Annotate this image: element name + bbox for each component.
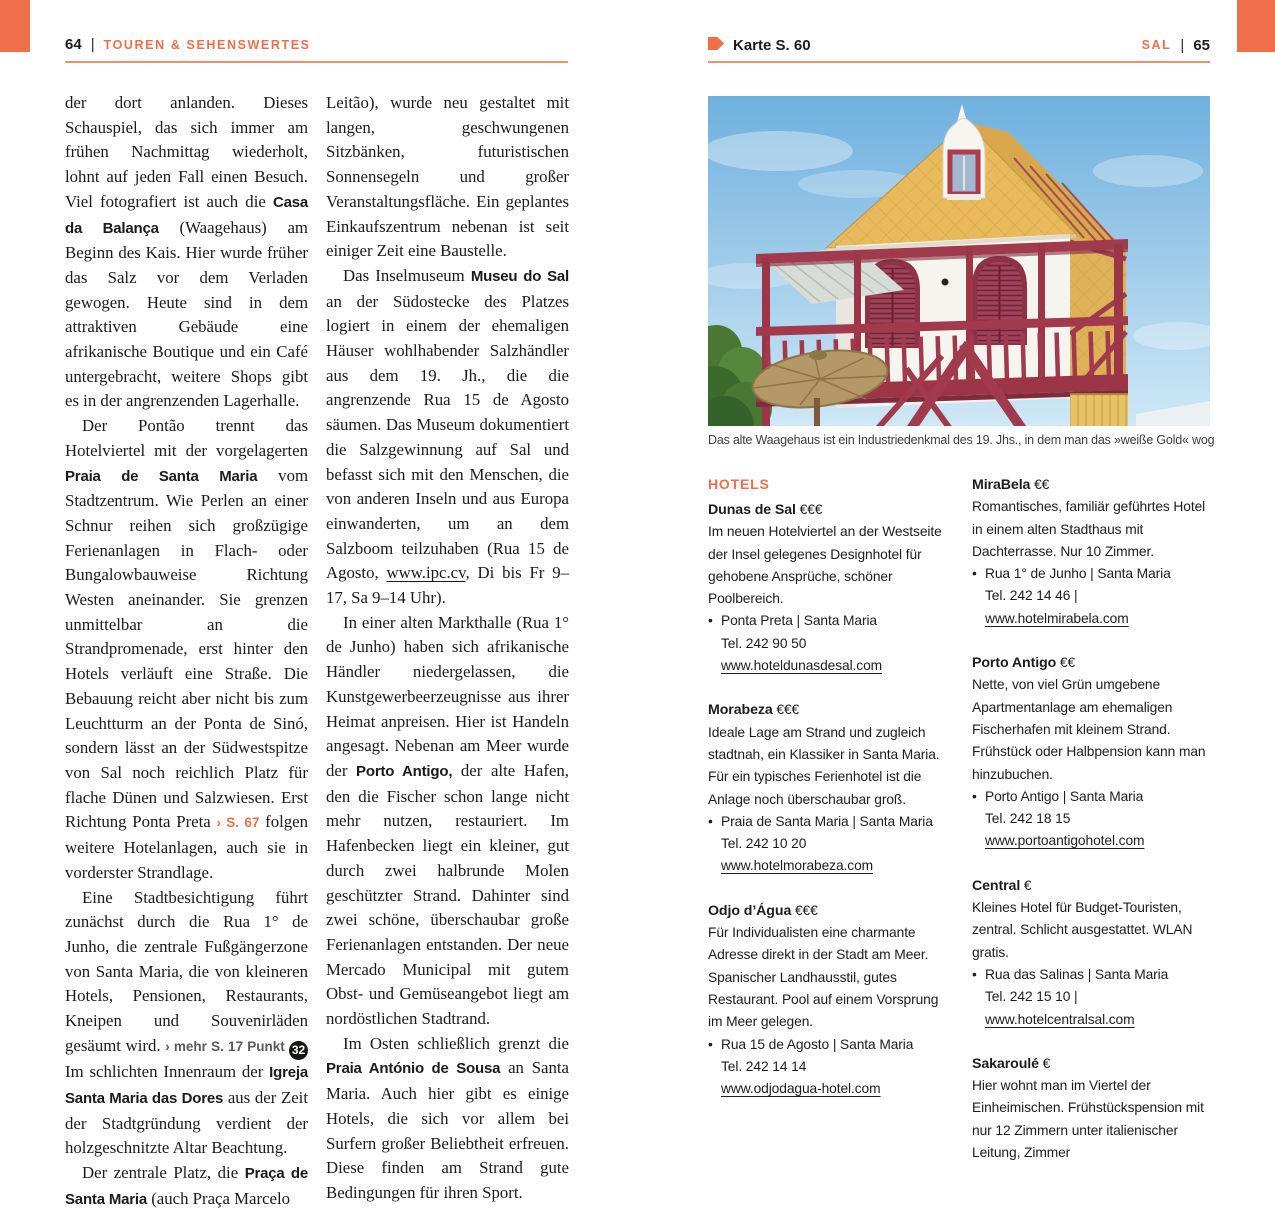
highlight-term: Praia de Santa Maria	[65, 467, 258, 485]
highlight-term: Igreja Santa Maria das Dores	[65, 1064, 308, 1107]
highlight-term: Casa da Balança	[65, 193, 308, 237]
map-point-badge: 32	[289, 1041, 308, 1060]
highlight-term: Porto Antigo,	[356, 762, 453, 780]
hotel-phone	[972, 986, 1212, 1031]
url-link[interactable]: www.portoantigohotel.com	[985, 833, 1145, 849]
text-run: Rua 15 de Agosto | Santa Maria	[721, 1036, 914, 1052]
text-run: Tel. 242 15 10 |	[985, 989, 1078, 1005]
text-run: Tel. 242 90 50	[721, 635, 807, 651]
hotel-price: €€	[1030, 477, 1050, 492]
hotel-price: €€	[1056, 655, 1076, 671]
highlight-term: Praia António de Sousa	[326, 1060, 501, 1078]
highlight-term: Praça de Santa Maria	[65, 1165, 308, 1208]
hotel-address	[708, 1034, 948, 1056]
hotel-desc: Kleines Hotel für Budget-Touristen, zentral. Schlicht ausgestattet. WLAN gratis.	[972, 900, 1193, 960]
hotel-desc: Romantisches, familiär geführtes Hotel in einem alten Stadthaus mit Dachterrasse. Nur 10 Zimmer.	[972, 499, 1206, 559]
hotel-phone	[708, 833, 948, 855]
text-run: In einer alten Markthalle (Rua 1° de Junho) haben sich afrikanische Händler niedergelassen, die Kunstgewerbeerzeugnisse aus ihrer Heimat anpreisen. Hier ist Handeln angesagt. Nebenan am Meer wurde der	[326, 612, 569, 780]
section-label-sal: SAL	[1141, 38, 1172, 52]
text-run: aus der Zeit der Stadtgründung verdient der holzgeschnitzte Altar Beachtung.	[65, 1087, 308, 1158]
text-run: Der Pontão trennt das Hotelviertel mit der vorgelagerten	[65, 416, 308, 460]
header-left	[65, 36, 568, 53]
hotel-website	[972, 830, 1212, 852]
hotel-title	[708, 900, 948, 922]
hotel-name: Morabeza	[708, 702, 773, 719]
map-arrow-icon	[708, 37, 724, 55]
hotel-name: Dunas de Sal	[708, 502, 796, 518]
page-corner-tab-left	[0, 0, 30, 52]
text-run: Leitão), wurde neu gestaltet mit langen, geschwungenen Sitzbänken, futuristischen Sonnensegeln und großer Veranstaltungsfläche. Ein geplantes Einkaufszentrum nebenan ist seit einiger Zeit eine Baustelle.	[326, 93, 569, 261]
text-run: Porto Antigo | Santa Maria	[985, 788, 1144, 804]
hotel-desc: Nette, von viel Grün umgebene Apartmentanlage am ehemaligen Fischerhafen mit kleinem Strand. Frühstück oder Halbpension kann man hinzubuchen.	[972, 677, 1206, 782]
text-run: vom Stadtzentrum. Wie Perlen an einer Schnur reihen sich großzügige Ferienanlagen in Flach- oder Bungalowbauweise Richtung Westen aneinander. Sie grenzen unmittelbar an die Strandpromenade, erst hinter den Hotels verläuft eine Straße. Die Bebauung reicht aber nicht bis zum Leuchtturm an der Ponta de Sinó, sondern lässt an der Südwestspitze von Sal noch reichlich Platz für flache Dünen und Salzwiesen. Erst Richtung Ponta Preta	[65, 465, 309, 832]
paragraph	[326, 1032, 569, 1206]
hotel-address	[708, 811, 948, 833]
paragraph	[65, 91, 308, 414]
hotel-title	[708, 699, 948, 721]
article-column-1	[65, 91, 308, 1212]
hotel-price: €€€	[795, 502, 823, 517]
text-run: Rua das Salinas | Santa Maria	[985, 966, 1169, 982]
hotel-name: Porto Antigo	[972, 655, 1057, 672]
hotel-entry	[972, 1053, 1212, 1164]
hotel-entry	[708, 499, 948, 677]
bullet-icon: •	[972, 788, 977, 804]
section-title: TOUREN & SEHENSWERTES	[103, 38, 311, 52]
page-corner-tab-right	[1237, 0, 1275, 52]
hotel-name: Odjo d’Água	[708, 902, 792, 919]
hotel-website	[708, 855, 948, 877]
url-link[interactable]: www.hotelcentralsal.com	[985, 1011, 1135, 1027]
hotel-price: €€€	[791, 902, 818, 918]
header-rule-left	[65, 61, 568, 63]
text-run: Rua 1° de Junho | Santa Maria	[985, 566, 1171, 582]
text-run: Praia de Santa Maria | Santa Maria	[721, 813, 933, 829]
hotel-title	[972, 474, 1212, 496]
photo-caption: Das alte Waagehaus ist ein Industriedenkmal des 19. Jhs., in dem man das »weiße Gold« wog	[708, 433, 1215, 447]
text-run: Das Inselmuseum	[343, 265, 471, 285]
text-run: Tel. 242 14 14	[721, 1058, 807, 1074]
hotel-entry	[972, 652, 1212, 853]
paragraph	[326, 611, 569, 1032]
url-link[interactable]: www.hotelmirabela.com	[985, 610, 1129, 626]
text-run: Tel. 242 14 46 |	[985, 588, 1078, 604]
text-run: Im Osten schließlich grenzt die	[343, 1033, 569, 1053]
url-link[interactable]: www.hoteldunasdesal.com	[721, 658, 883, 674]
page-number-left: 64	[65, 36, 82, 53]
hotel-entry	[972, 875, 1212, 1031]
header-right	[708, 36, 1210, 54]
hotel-desc: Ideale Lage am Strand und zugleich stadtnah, ein Klassiker in Santa Maria. Für ein typisches Ferienhotel ist die Anlage noch überschaubar groß.	[708, 724, 940, 807]
url-link[interactable]: www.odjodagua-hotel.com	[721, 1081, 881, 1097]
header-rule-right	[708, 61, 1210, 63]
bullet-icon: •	[708, 1036, 713, 1052]
map-reference-label: Karte S. 60	[733, 36, 811, 54]
hotel-title	[708, 499, 948, 521]
hotel-phone	[708, 633, 948, 655]
text-run: an der Südostecke des Platzes logiert in einem der ehemaligen Häuser wohlhabender Salzhändler aus dem 19. Jh., die die angrenzende Rua 15 de Agosto säumen. Das Museum dokumentiert die Salzgewinnung auf Sal und befasst sich mit den Menschen, die von anderen Inseln und aus Europa einwanderten, um an dem Salzboom teilzuhaben (Rua 15 de Agosto,	[326, 291, 569, 583]
wall-lamp	[942, 279, 949, 286]
hotel-desc: Im neuen Hotelviertel an der Westseite der Insel gelegenes Designhotel für gehobene Ansprüche, schöner Poolbereich.	[708, 524, 942, 607]
hotel-website	[708, 1078, 948, 1100]
paragraph	[65, 886, 308, 1162]
hotel-address	[972, 563, 1212, 585]
hotel-entry	[708, 699, 948, 877]
text-run: Tel. 242 10 20	[721, 836, 807, 852]
hotel-entry	[708, 900, 948, 1101]
paragraph	[326, 91, 569, 264]
hotel-website	[708, 655, 948, 677]
hotel-desc: Für Individualisten eine charmante Adresse direkt in der Stadt am Meer. Spanischer Landhausstil, gutes Restaurant. Pool auf einem Vorsprung im Meer gelegen.	[708, 925, 939, 1030]
text-run: Im schlichten Innenraum der	[65, 1062, 270, 1082]
arched-window-right	[972, 256, 1027, 345]
hotel-price: €	[1038, 1055, 1051, 1071]
article-column-2	[326, 91, 569, 1206]
hotels-heading: HOTELS	[708, 476, 770, 492]
paragraph	[65, 414, 308, 885]
hotel-address	[972, 786, 1212, 808]
text-run: Der zentrale Platz, die	[82, 1163, 245, 1183]
paragraph	[326, 264, 569, 611]
hotel-phone	[972, 585, 1212, 630]
text-run: Eine Stadtbesichtigung führt zunächst durch die Rua 1° de Junho, die zentrale Fußgängerzone von Santa Maria, die von kleineren Hotels, Pensionen, Restaurants, Kneipen und Souvenirläden gesäumt wird.	[65, 887, 308, 1055]
text-run: der dort anlanden. Dieses Schauspiel, das sich immer am frühen Nachmittag wiederholt, lohnt auf jeden Fall einen Besuch. Viel fotografiert ist auch die	[65, 93, 308, 211]
hotel-name: Sakaroulé	[972, 1055, 1039, 1072]
page-number-right: 65	[1193, 36, 1210, 54]
page-cross-reference: › S. 67	[216, 815, 260, 831]
header-divider: |	[90, 36, 95, 53]
text-run: an Santa Maria. Auch hier gibt es einige Hotels, die sich vor allem bei Surfern großer Beliebtheit erfreuen. Diese finden am Strand gute Bedingungen für ihren Sport.	[326, 1058, 570, 1202]
bullet-icon: •	[708, 613, 713, 629]
text-run: (Waagehaus) am Beginn des Kais. Hier wurde früher das Salz vor dem Verladen gewogen. Heute sind in dem attraktiven Gebäude eine afrikanische Boutique und ein Café untergebracht, weitere Shops gibt es in der angrenzenden Lagerhalle.	[65, 217, 308, 411]
header-divider: |	[1180, 36, 1185, 54]
hotel-name: MiraBela	[972, 477, 1031, 493]
hotel-desc: Hier wohnt man im Viertel der Einheimischen. Frühstückspension mit nur 12 Zimmern unter italienischer Leitung, Zimmer	[972, 1078, 1204, 1161]
highlight-term: Museu do Sal	[470, 267, 569, 285]
url-link[interactable]: www.ipc.cv	[386, 563, 466, 583]
paragraph	[65, 1161, 308, 1212]
text-run: der alte Hafen, den die Fischer schon lange nicht mehr nutzen, restauriert. Im Hafenbecken liegt ein kleiner, gut durch zwei halbrunde Molen geschützter Strand. Dahinter sind zwei schöne, überschaubar große Ferienanlagen entstanden. Der neue Mercado Municipal mit gutem Obst- und Gemüseangebot liegt am nordöstlichen Stadtrand.	[326, 760, 569, 1029]
hotel-name: Central	[972, 877, 1021, 894]
text-run: folgen weitere Hotelanlagen, auch sie in vorderster Strandlage.	[65, 812, 308, 882]
hotel-phone	[972, 808, 1212, 830]
text-run: Tel. 242 18 15	[985, 811, 1071, 827]
hotel-entry	[972, 474, 1212, 630]
hotel-column-2	[972, 474, 1212, 1186]
hotel-title	[972, 1053, 1212, 1075]
hotel-price: €€€	[772, 702, 800, 718]
waagehaus-photo	[708, 96, 1210, 426]
hotel-address	[972, 964, 1212, 986]
bullet-icon: •	[972, 566, 977, 582]
text-run: Ponta Preta | Santa Maria	[721, 613, 878, 629]
bullet-icon: •	[972, 966, 977, 982]
hotel-phone	[708, 1056, 948, 1078]
url-link[interactable]: www.hotelmorabeza.com	[721, 858, 874, 874]
hotel-address	[708, 610, 948, 632]
text-run: , Di bis Fr 9–17, Sa 9–14 Uhr).	[326, 563, 570, 608]
bullet-icon: •	[708, 813, 713, 829]
text-run: (auch Praça Marcelo	[147, 1188, 291, 1208]
see-more-reference: › mehr S. 17 Punkt	[165, 1038, 289, 1054]
hotel-price: €	[1020, 877, 1032, 893]
hotel-column-1	[708, 499, 948, 1122]
hotel-title	[972, 652, 1212, 674]
hotel-title	[972, 875, 1212, 897]
